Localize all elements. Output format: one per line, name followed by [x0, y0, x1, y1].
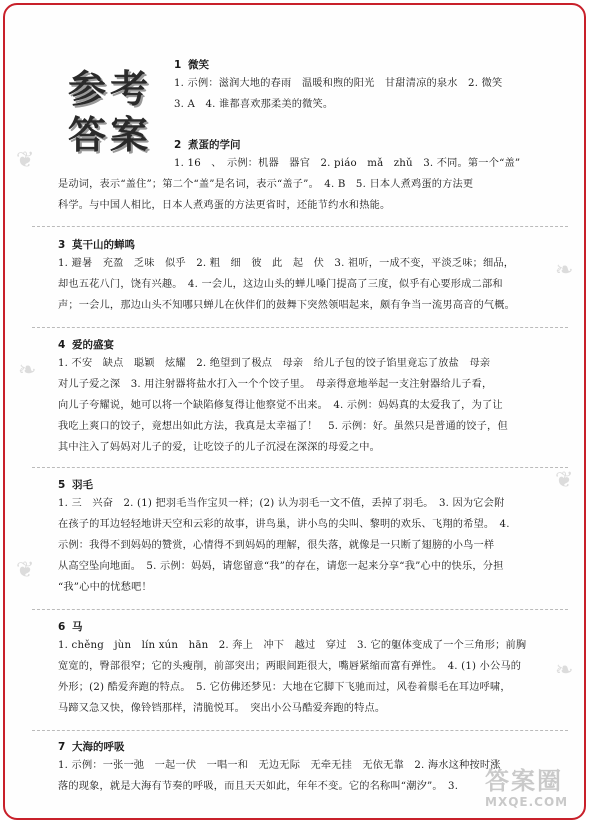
answer-line: 1. 示例：一张一弛 一起一伏 一唱一和 无边无际 无牵无挂 无依无靠 2. 海水这种按时涨: [58, 760, 501, 771]
leaf-decoration-icon: ❧: [555, 258, 574, 283]
page-title: [68, 66, 164, 166]
section-title: 莫干山的蝉鸣: [72, 239, 135, 251]
section-number: 6: [58, 621, 66, 633]
section-title: 羽毛: [72, 479, 93, 491]
section-title: 微笑: [188, 59, 209, 71]
answer-line: 从高空坠向地面。 5. 示例：妈妈，请您留意“我”的存在，请您一起来分享“我”心中的快乐，分担: [58, 561, 504, 572]
answer-line: 向儿子夸耀说，她可以将一个缺陷修复得让他察觉不出来。 4. 示例：妈妈真的太爱我了，为了让: [58, 400, 503, 411]
section-number: 3: [58, 239, 66, 251]
section-divider: [32, 609, 568, 610]
section-title: 马: [72, 621, 83, 633]
answer-line: “我”心中的忧愁吧！: [58, 582, 152, 593]
answer-line: 科学。与中国人相比，日本人煮鸡蛋的方法更省时，还能节约水和热能。: [58, 200, 391, 211]
answer-line: 马蹄又急又快，像铃铛那样，清脆悦耳。 突出小公马酷爱奔跑的特点。: [58, 703, 386, 714]
leaf-decoration-icon: ❧: [555, 658, 574, 683]
leaf-decoration-icon: ❧: [18, 358, 37, 383]
answer-line: 示例：我得不到妈妈的赞赏，心情得不到妈妈的理解，很失落，就像是一只断了翅膀的小鸟一样: [58, 540, 495, 551]
answer-line: 是动词，表示“盖住”；第二个“盖”是名词，表示“盖子”。 4. B 5. 日本人煮鸡蛋的方法更: [58, 179, 474, 190]
section-heading-4: [58, 338, 114, 352]
answer-line: 外形；(2) 酷爱奔跑的特点。 5. 它仿佛还梦见：大地在它脚下飞驰而过，风卷着鬃毛在耳边呼啸，: [58, 682, 511, 693]
watermark-logo: 答案圈 MXQE.COM: [485, 767, 569, 809]
answer-line: 我吃上爽口的饺子，竟想出如此方法，我真是太幸福了！ 5. 示例：好。虽然只是普通的饺子，但: [58, 421, 508, 432]
answer-line: 1. 三 兴奋 2. (1) 把羽毛当作宝贝一样；(2) 认为羽毛一文不值，丢掉了羽毛。 3. 因为它会附: [58, 498, 505, 509]
section-number: 4: [58, 339, 66, 351]
answer-line: 却也五花八门，饶有兴趣。 4. 一会儿，这边山头的蝉儿嗓门提高了三度，似乎有心要形成二部和: [58, 279, 503, 290]
section-title: 大海的呼吸: [72, 741, 125, 753]
section-title: 煮蛋的学问: [188, 139, 241, 151]
answer-line: 1. 不安 缺点 聪颖 炫耀 2. 绝望到了极点 母亲 给儿子包的饺子馅里竟忘了放盐 母亲: [58, 358, 491, 369]
section-number: 5: [58, 479, 66, 491]
page-title-line1: 参考: [68, 67, 153, 111]
section-divider: [32, 730, 568, 731]
section-heading-2: [174, 138, 241, 152]
answer-line: 3. A 4. 谁都喜欢那柔美的微笑。: [174, 99, 334, 110]
section-number: 2: [174, 139, 182, 151]
section-divider: [32, 467, 568, 468]
section-number: 1: [174, 59, 182, 71]
section-divider: [32, 226, 568, 227]
answer-line: 1. 16 、 示例：机器 器官 2. piáo mǎ zhǔ 3. 不同。第一个“盖”: [174, 158, 521, 169]
leaf-decoration-icon: ❦: [16, 558, 35, 583]
section-heading-6: [58, 620, 83, 634]
answer-line: 1. 避暑 充盈 乏味 似乎 2. 粗 细 彼 此 起 伏 3. 祖听，一成不变，平淡乏味；细品，: [58, 258, 515, 269]
section-divider: [32, 327, 568, 328]
section-heading-3: [58, 238, 135, 252]
answer-line: 在孩子的耳边轻轻地讲天空和云彩的故事，讲鸟巢，讲小鸟的尖叫、黎明的欢乐、飞翔的希望。 4.: [58, 519, 510, 530]
section-heading-7: [58, 740, 125, 754]
answer-line: 对儿子爱之深 3. 用注射器将盐水打入一个个饺子里。 母亲得意地举起一支注射器给儿子看，: [58, 379, 493, 390]
leaf-decoration-icon: ❦: [16, 148, 35, 173]
answer-line: 1. chěng jùn lín xún hān 2. 奔上 冲下 越过 穿过 3. 它的躯体变成了一个三角形；前胸: [58, 640, 527, 651]
section-number: 7: [58, 741, 66, 753]
section-heading-5: [58, 478, 93, 492]
answer-line: 宽宽的，臀部很窄；它的头瘦削，前部突出；两眼间距很大，嘴唇紧缩而富有弹性。 4. (1) 小公马的: [58, 661, 522, 672]
page-title-line2: 答案: [68, 113, 153, 157]
answer-line: 其中注入了妈妈对儿子的爱，让吃饺子的儿子沉浸在深深的母爱之中。: [58, 442, 381, 453]
answer-line: 落的现象，就是大海有节奏的呼吸，而且天天如此，年年不变。它的名称叫“潮汐”。 3.: [58, 781, 459, 792]
answer-line: 1. 示例：滋润大地的春雨 温暖和煦的阳光 甘甜清凉的泉水 2. 微笑: [174, 78, 503, 89]
section-title: 爱的盛宴: [72, 339, 114, 351]
section-heading-1: [174, 58, 209, 72]
answer-line: 声；一会儿，那边山头不知哪只蝉儿在伙伴们的鼓舞下突然领唱起来，颇有争当一流男高音的气概。: [58, 300, 516, 311]
leaf-decoration-icon: ❦: [555, 468, 574, 493]
